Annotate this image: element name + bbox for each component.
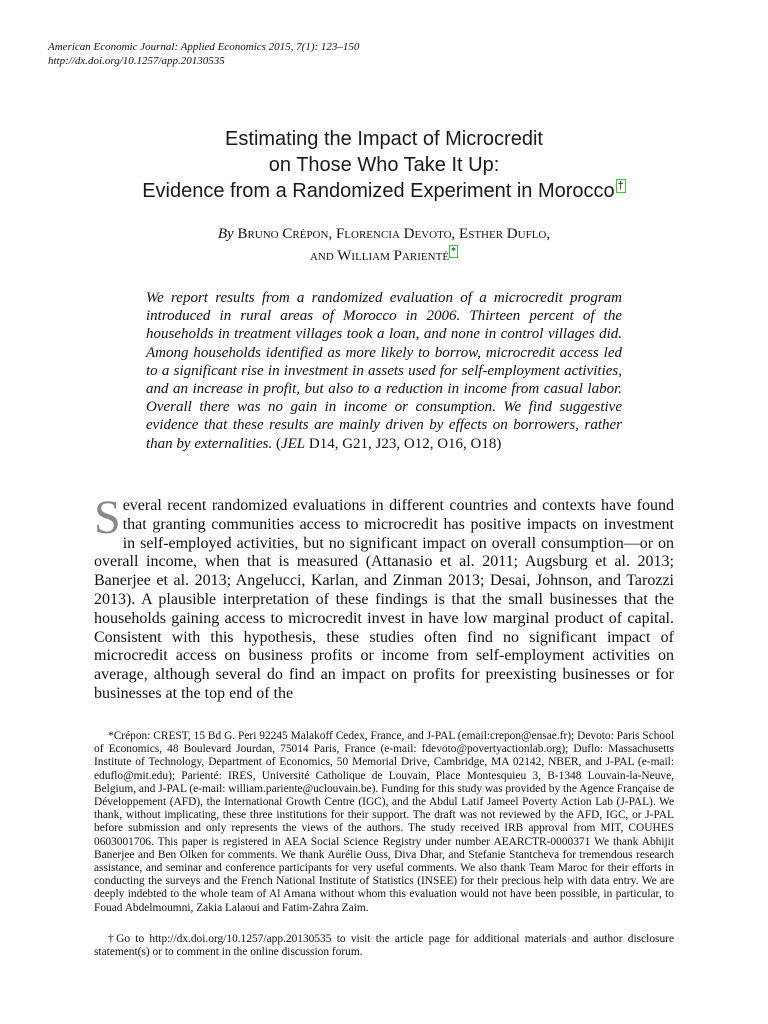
drop-cap: S bbox=[94, 491, 121, 544]
author-footnote-link[interactable]: * bbox=[451, 246, 457, 257]
journal-citation: American Economic Journal: Applied Economics 2015, 7(1): 123–150 bbox=[48, 41, 360, 53]
intro-paragraph bbox=[94, 491, 674, 704]
author-names-2: and William Parienté bbox=[309, 248, 450, 264]
author-names-1: Bruno Crépon, Florencia Devoto, Esther Duflo, bbox=[237, 226, 551, 242]
paper-title bbox=[60, 126, 708, 204]
article-page-footnote: †Go to http://dx.doi.org/10.1257/app.20130535 to visit the article page for additional materials and author disclosure statement(s) or to comment in the online discussion forum. bbox=[94, 933, 674, 959]
jel-label: JEL bbox=[280, 435, 306, 452]
jel-code-list: D14, G21, J23, O12, O16, O18) bbox=[305, 435, 502, 452]
author-line-1 bbox=[60, 224, 708, 245]
author-line-2 bbox=[60, 245, 708, 267]
by-label: By bbox=[217, 226, 234, 242]
intro-text: everal recent randomized evaluations in different countries and contexts have found that granting communities access to microcredit has positive impacts on investment in self-employed activities, but no significant impact on overall consumption—or on overall income, when that is measured (Attanasio et al. 2011; Augsburg et al. 2013; Banerjee et al. 2013; Angelucci, Karlan, and Zinman 2013; Desai, Johnson, and Tarozzi 2013). A plausible interpretation of these findings is that the small businesses that the households gaining access to microcredit invest in have low marginal product of capital. Consistent with this hypothesis, these studies often find no significant impact of microcredit access on business profits or income from self-employment activities on average, although several do find an impact on profits for preexisting businesses or for businesses at the top end of the bbox=[94, 497, 674, 702]
abstract bbox=[146, 289, 622, 453]
title-line-1: Estimating the Impact of Microcredit bbox=[225, 128, 543, 150]
author-affiliation-footnote: *Crépon: CREST, 15 Bd G. Peri 92245 Malakoff Cedex, France, and J-PAL (email:crepon@ensae.fr); Devoto: Paris School of Economics, 48 Boulevard Jourdan, 75014 Paris, France (e-mail: fdevoto@povertyactionlab.org); Duflo: Massachusetts Institute of Technology, Department of Economics, 50 Memorial Drive, Cambridge, MA 02142, NBER, and J-PAL (e-mail: eduflo@mit.edu); Parienté: IRES, Université Catholique de Louvain, Place Montesquieu 3, B-1348 Louvain-la-Neuve, Belgium, and J-PAL (e-mail: william.pariente@uclouvain.be). Funding for this study was provided by the Agence Française de Développement (AFD), the International Growth Centre (IGC), and the Abdul Latif Jameel Poverty Action Lab (J-PAL). We thank, without implicating, these three institutions for their support. The draft was not reviewed by the AFD, IGC, or J-PAL before submission and only represents the views of the authors. The study received IRB approval from MIT, COUHES 0603001706. This paper is registered in AEA Social Science Registry under number AEARCTR-0000371 We thank Abhijit Banerjee and Ben Olken for comments. We thank Aurélie Ouss, Diva Dhar, and Stefanie Stantcheva for tremendous research assistance, and seminar and conference participants for very useful comments. We also thank Team Maroc for their efforts in conducting the surveys and the French National Institute of Statistics (INSEE) for their precious help with data entry. We are deeply indebted to the whole team of Al Amana without whom this evaluation would not have been possible, in particular, to Fouad Abdelmoumni, Zakia Lalaoui and Fatim-Zahra Zaim. bbox=[94, 730, 675, 914]
title-line-3-text: Evidence from a Randomized Experiment in Morocco bbox=[142, 180, 615, 202]
author-list bbox=[60, 224, 708, 267]
abstract-text: We report results from a randomized evaluation of a microcredit program introduced in rural areas of Morocco in 2006. Thirteen percent of the households in treatment villages took a loan, and none in control villages did. Among households identified as more likely to borrow, microcredit access led to a significant rise in investment in assets used for self-employment activities, and an increase in profit, but also to a reduction in income from casual labor. Overall there was no gain in income or consumption. We find suggestive evidence that these results are mainly driven by effects on borrowers, rather than by externalities. bbox=[146, 290, 622, 452]
title-line-3 bbox=[60, 178, 708, 204]
title-line-2: on Those Who Take It Up: bbox=[268, 154, 500, 176]
jel-codes bbox=[276, 436, 501, 452]
doi-link[interactable]: http://dx.doi.org/10.1257/app.20130535 bbox=[48, 55, 225, 67]
journal-header bbox=[48, 40, 359, 68]
jel-open-paren: ( bbox=[275, 435, 281, 452]
title-footnote-link[interactable]: † bbox=[617, 180, 624, 193]
